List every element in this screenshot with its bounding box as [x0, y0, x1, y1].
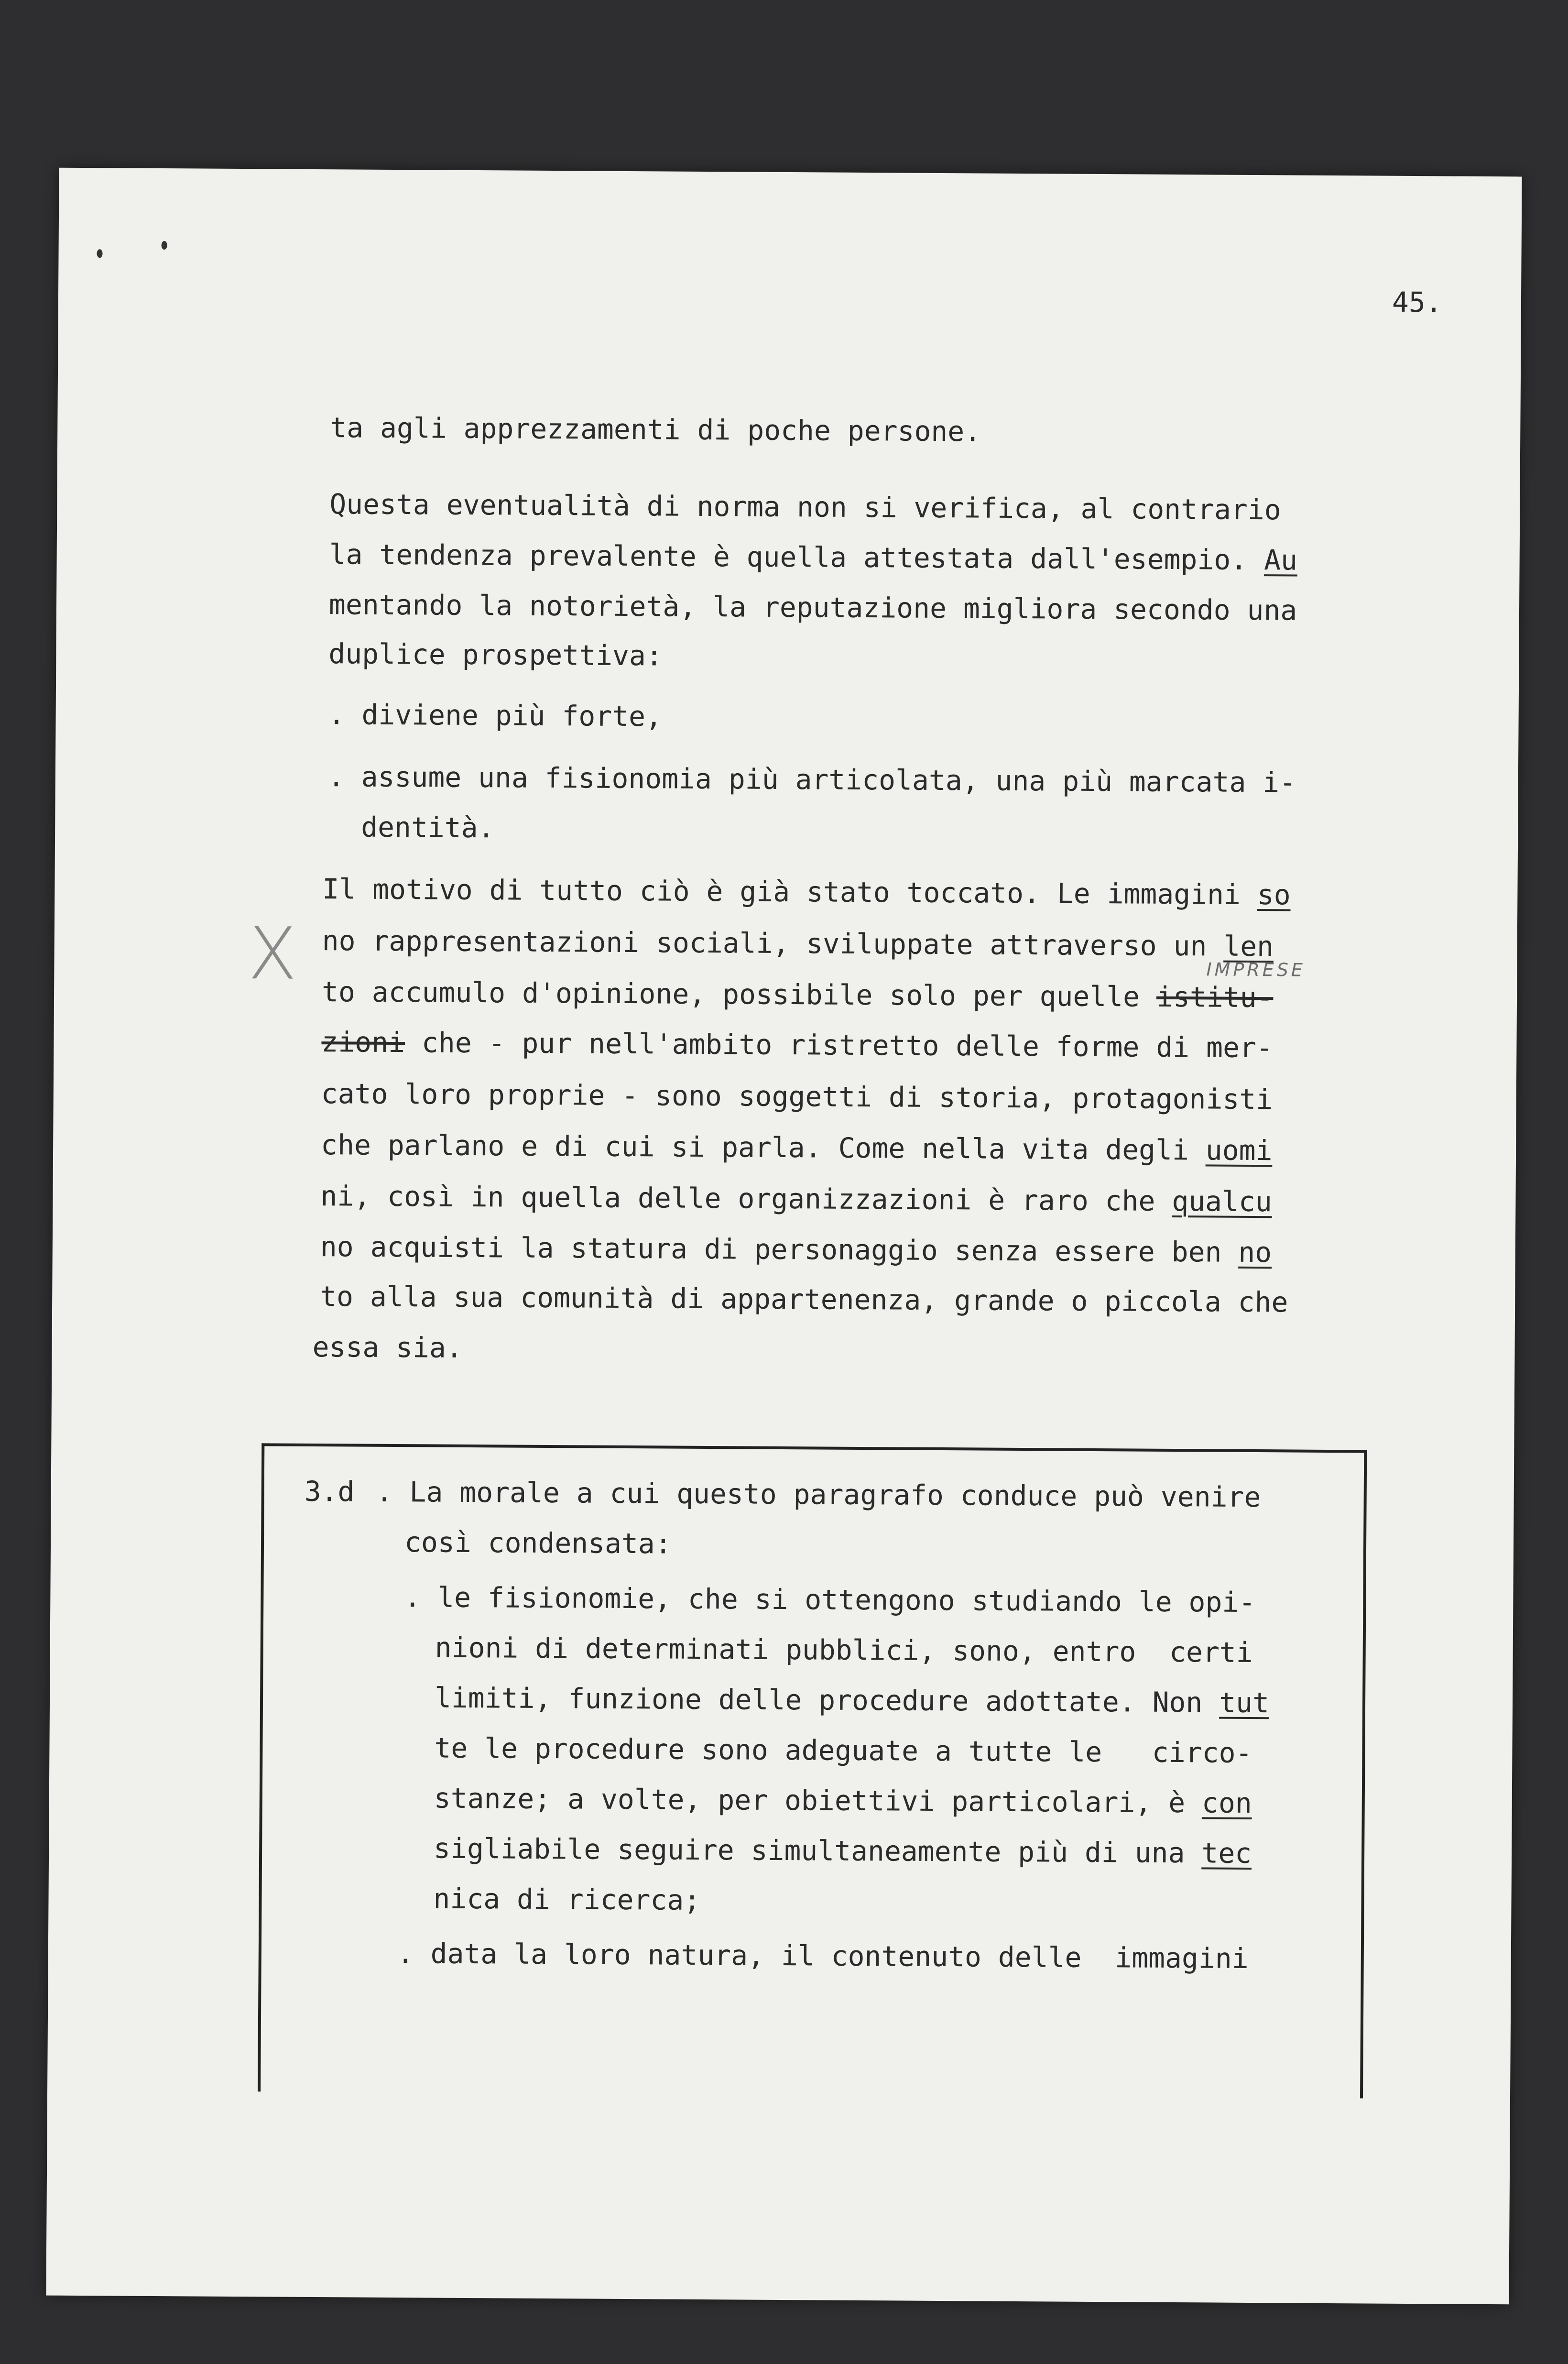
bullet-item: . diviene più forte,	[328, 698, 663, 733]
summary-line: . La morale a cui questo paragrafo conduce può venire	[376, 1475, 1261, 1514]
text-line: zioni che - pur nell'ambito ristretto delle forme di mer-	[321, 1026, 1274, 1064]
summary-line: te le procedure sono adeguate a tutte le circo-	[434, 1731, 1252, 1770]
text-line: Il motivo di tutto ciò è già stato toccato. Le immagini so	[322, 873, 1291, 911]
summary-bullet: . data la loro natura, il contenuto delle immagini	[397, 1937, 1249, 1975]
handwritten-correction: IMPRESE	[1206, 959, 1306, 981]
text-line: duplice prospettiva:	[328, 637, 663, 672]
punch-hole-mark	[162, 241, 167, 250]
page-number: 45.	[1392, 285, 1442, 319]
text-line: mentando la notorietà, la reputazione migliora secondo una	[328, 588, 1297, 627]
text-line: la tendenza prevalente è quella attestata dall'esempio. Au	[329, 538, 1298, 577]
summary-line: così condensata:	[404, 1526, 672, 1560]
summary-line: limiti, funzione delle procedure adottate. Non tut	[434, 1681, 1270, 1719]
summary-line: stanze; a volte, per obiettivi particolari, è con	[434, 1782, 1252, 1820]
bullet-item-continuation: dentità.	[361, 810, 495, 844]
text-line: essa sia.	[312, 1330, 463, 1364]
text-line: che parlano e di cui si parla. Come nella vita degli uomi	[320, 1128, 1273, 1167]
text-line: no acquisti la statura di personaggio senza essere ben no	[320, 1230, 1272, 1269]
summary-line: nica di ricerca;	[433, 1882, 701, 1916]
text-line: Questa eventualità di norma non si verifica, al contrario	[329, 488, 1281, 526]
text-line: cato loro proprie - sono soggetti di storia, protagonisti	[321, 1077, 1273, 1116]
text-line: ta agli apprezzamenti di poche persone.	[330, 411, 981, 448]
margin-x-mark: X	[248, 912, 297, 996]
summary-line: nioni di determinati pubblici, sono, entro certi	[435, 1631, 1253, 1669]
bullet-item: . assume una fisionomia più articolata, una più marcata i-	[327, 760, 1296, 799]
summary-label: 3.d	[304, 1475, 355, 1508]
text-line: no rappresentazioni sociali, sviluppate attraverso un len	[322, 924, 1274, 963]
text-line: ni, così in quella delle organizzazioni è raro che qualcu	[320, 1180, 1273, 1218]
punch-hole-mark	[97, 249, 102, 258]
summary-line: sigliabile seguire simultaneamente più di una tec	[433, 1832, 1252, 1870]
text-line: to accumulo d'opinione, possibile solo per quelle istitu-	[321, 975, 1274, 1014]
document-page	[46, 168, 1522, 2305]
text-line: to alla sua comunità di appartenenza, grande o piccola che	[320, 1280, 1288, 1319]
summary-bullet: . le fisionomie, che si ottengono studiando le opi-	[404, 1581, 1256, 1619]
